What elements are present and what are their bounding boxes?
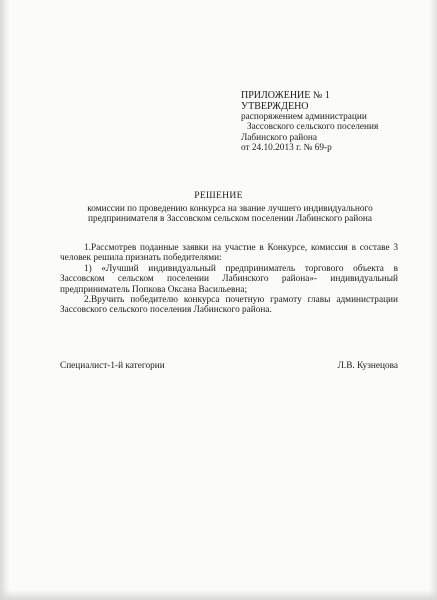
document-body [60,243,398,316]
subtitle-line: комиссии по проведению конкурса на звание лучшего индивидуального [87,204,373,214]
approval-block [241,90,421,154]
scan-edge-shadow [429,0,437,600]
document-subtitle [60,204,400,225]
scan-edge-shadow [0,590,437,600]
scan-edge-shadow [0,0,10,600]
approval-order-line: распоряжением администрации [241,112,367,122]
subtitle-line: предпринимателя в Зассовском сельском поселении Лабинского района [88,214,372,225]
approval-district-line: Лабинского района [241,132,317,143]
approval-settlement-line: Зассовского сельского поселения [247,122,379,133]
paragraph-2: 2.Вручить победителю конкурса почетную грамоту главы администрации Зассовского сельского поселения Лабинского района. [60,295,398,316]
approval-date-line: от 24.10.2013 г. № 69-р [241,143,332,154]
approved-label: УТВЕРЖДЕНО [241,101,309,112]
signatory-position: Специалист-1-й категории [60,361,165,371]
signatory-name: Л.В. Кузнецова [337,361,398,371]
signature-block [60,361,398,371]
document-title: РЕШЕНИЕ [194,190,243,201]
paragraph-1: 1.Рассмотрев поданные заявки на участие в Конкурсе, комиссия в составе 3 человек решила признать победителями: [60,243,398,264]
paragraph-1-item: 1) «Лучший индивидуальный предприниматель торгового объекта в Зассовском сельском поселении Лабинского района»- индивидуальный предприниматель Попкова Оксана Васильевна; [60,263,398,295]
appendix-number: ПРИЛОЖЕНИЕ № 1 [241,90,330,101]
